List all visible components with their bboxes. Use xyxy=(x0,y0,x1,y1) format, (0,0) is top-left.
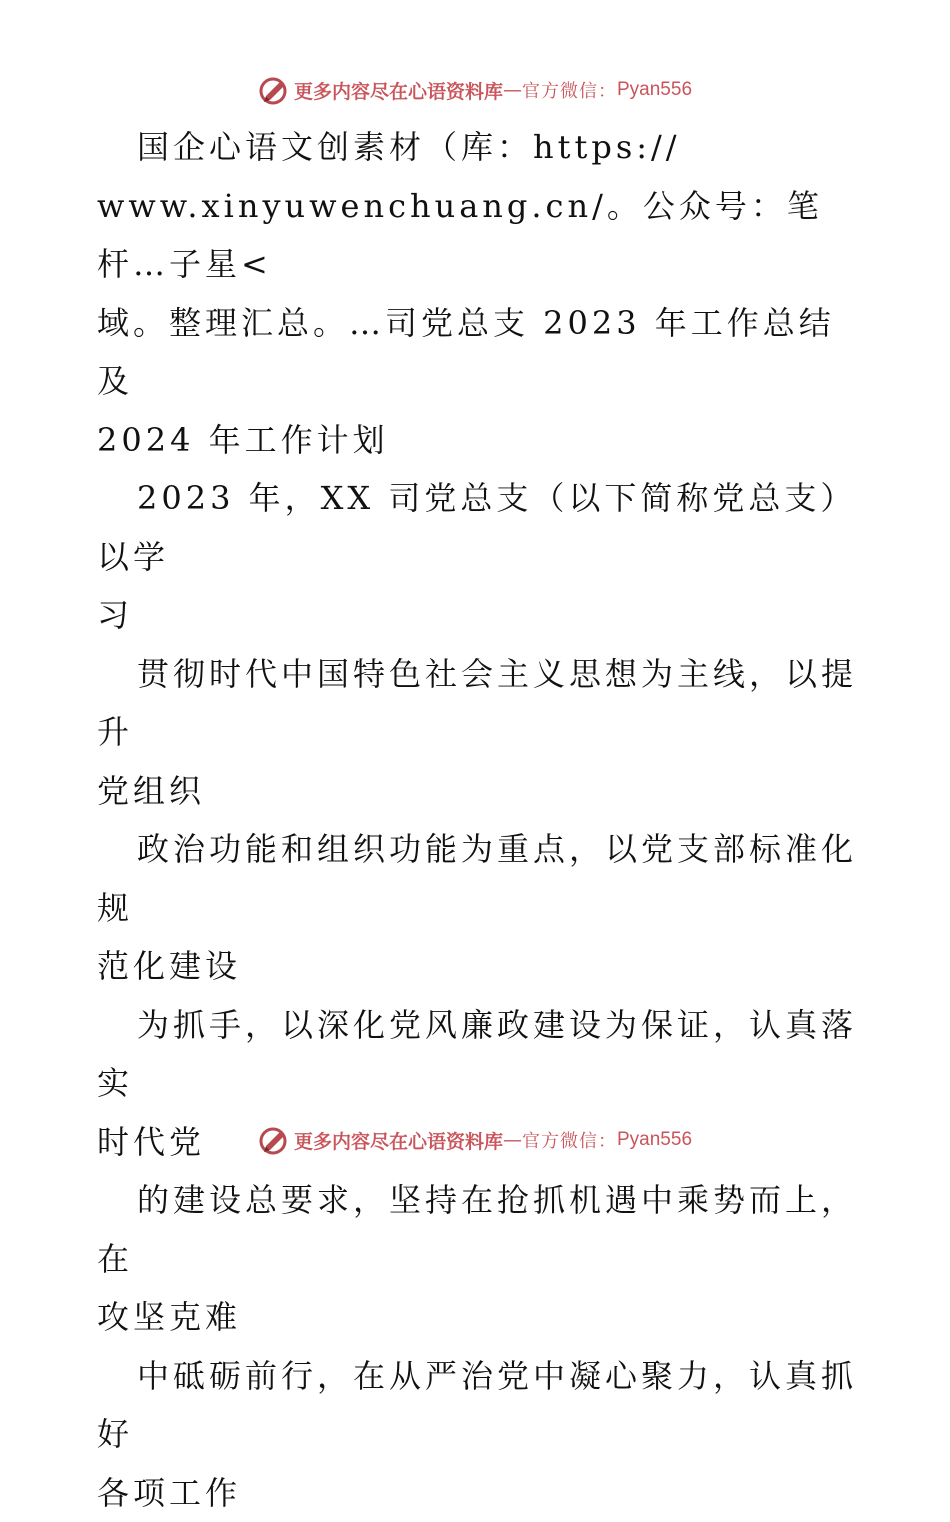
document-body xyxy=(97,118,857,1522)
document-line: 习 xyxy=(97,586,857,645)
pen-logo-icon xyxy=(258,1124,290,1156)
banner-contact-id: Pyan556 xyxy=(617,79,692,101)
pen-logo-icon xyxy=(258,74,290,106)
banner-contact-id: Pyan556 xyxy=(617,1129,692,1151)
document-line: 中砥砺前行，在从严治党中凝心聚力，认真抓好 xyxy=(97,1347,857,1464)
banner-contact-label: 官方微信： xyxy=(522,77,617,103)
document-line: 域。整理汇总。…司党总支 2023 年工作总结及 xyxy=(97,294,857,411)
document-line: 时代党 xyxy=(97,1113,857,1172)
banner-contact-label: 官方微信： xyxy=(522,1127,617,1153)
document-line: 党组织 xyxy=(97,762,857,821)
header-banner xyxy=(0,70,950,110)
document-line: 攻坚克难 xyxy=(97,1288,857,1347)
document-line: www.xinyuwenchuang.cn/。公众号：笔杆…子星< xyxy=(97,177,857,294)
document-line: 各项工作 xyxy=(97,1464,857,1522)
document-line: 2024 年工作计划 xyxy=(97,411,857,470)
banner-title: 更多内容尽在心语资料库 xyxy=(294,1127,503,1154)
document-line: 贯彻时代中国特色社会主义思想为主线，以提升 xyxy=(97,645,857,762)
banner-separator: — xyxy=(503,79,522,101)
banner-title: 更多内容尽在心语资料库 xyxy=(294,77,503,104)
document-line: 的建设总要求，坚持在抢抓机遇中乘势而上，在 xyxy=(97,1171,857,1288)
document-line: 2023 年，XX 司党总支（以下简称党总支）以学 xyxy=(97,469,857,586)
footer-banner xyxy=(0,1120,950,1160)
banner-separator: — xyxy=(503,1129,522,1151)
document-line: 范化建设 xyxy=(97,937,857,996)
document-line: 政治功能和组织功能为重点，以党支部标准化规 xyxy=(97,820,857,937)
document-line: 为抓手，以深化党风廉政建设为保证，认真落实 xyxy=(97,996,857,1113)
document-line: 国企心语文创素材（库：https:// xyxy=(97,118,857,177)
